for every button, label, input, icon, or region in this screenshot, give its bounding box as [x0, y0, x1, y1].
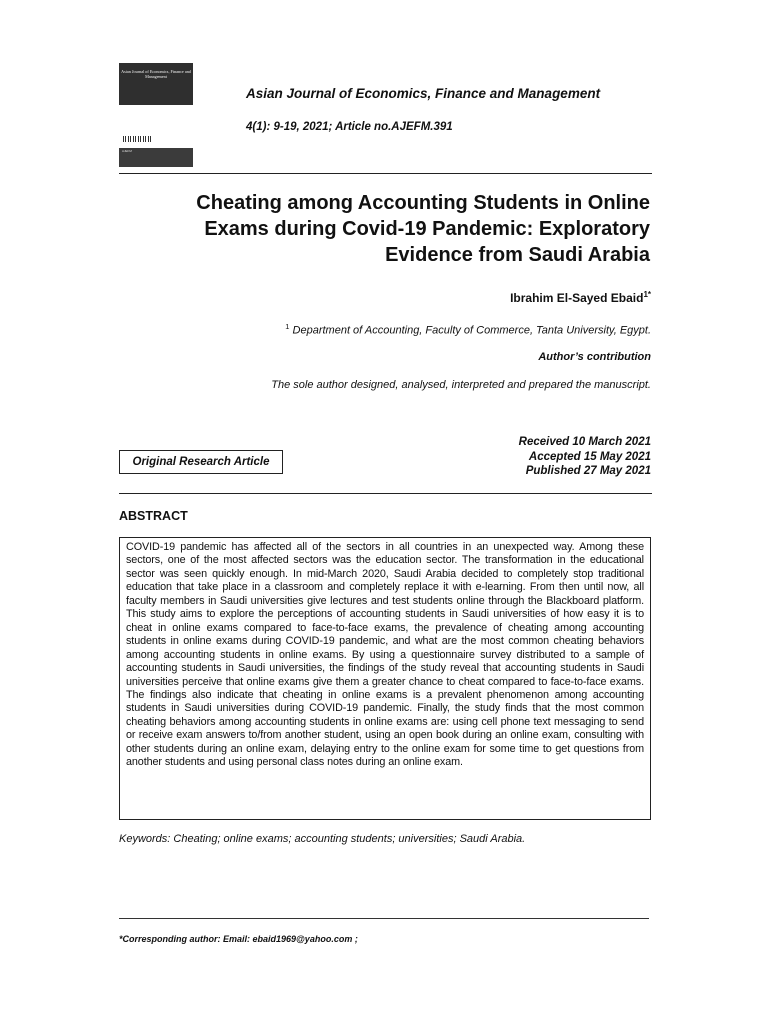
author-name-text: Ibrahim El-Sayed Ebaid — [510, 291, 644, 305]
footnote-divider — [119, 918, 649, 919]
article-title: Cheating among Accounting Students in Online Exams during Covid-19 Pandemic: Exploratory Evidence from Saudi Arabia — [196, 192, 650, 266]
section-divider — [119, 493, 652, 494]
affiliation-text: Department of Accounting, Faculty of Commerce, Tanta University, Egypt. — [292, 324, 651, 337]
publication-dates — [519, 435, 651, 479]
accepted-date: Accepted 15 May 2021 — [528, 450, 651, 463]
corresponding-author-footnote: *Corresponding author: Email: ebaid1969@yahoo.com ; — [119, 934, 358, 944]
abstract-heading: ABSTRACT — [119, 509, 188, 523]
journal-name: Asian Journal of Economics, Finance and Management — [246, 86, 601, 101]
contribution-text: The sole author designed, analysed, interpreted and prepared the manuscript. — [271, 379, 651, 391]
received-date: Received 10 March 2021 — [518, 436, 651, 448]
abstract-text: COVID-19 pandemic has affected all of the sectors in all countries in an unexpected way. Among these sectors, one of the most affected sectors was the education sector. The transformation in the educational sector was seen quickly enough. In mid-March 2020, Saudi Arabia decided to completely stop traditional education that take place in a classroom and completely replace it with e-learning. From then until now, all faculty members in Saudi universities give lectures and test students online through the Blackboard platform. This study aims to explore the perceptions of accounting students in Saudi universities of how easy it is to cheat in online exams compared to face-to-face exams, the prevalence of cheating among accounting students in online exams during COVID-19 pandemic, and what are the most common cheating behaviors among accounting students in online exams. By using a questionnaire survey distributed to a sample of accounting students in Saudi universities, the findings of the study reveal that accounting students in Saudi universities perceive that online exams give them a greater chance to cheat compared to face-to-face exams. The findings also indicate that cheating in online exams is a prevalent phenomenon among accounting students in Saudi universities during COVID-19 pandemic. Finally, the study finds that the most common cheating behaviors among accounting students in online exams are: using cell phone text messaging to send or receive exam answers to/from another student, using an open book during an online exam, consulting with other students during an online exam, delaying entry to the online exam for some time to get questions from another students and using personal class notes during an online exam. — [126, 541, 644, 769]
header-divider — [119, 173, 652, 174]
cover-title: Asian Journal of Economics, Finance and Management — [119, 63, 193, 105]
cover-footer: AJEFM — [119, 148, 193, 167]
author-name — [510, 290, 651, 305]
published-date: Published 27 May 2021 — [525, 465, 651, 477]
abstract-box — [119, 537, 651, 820]
affiliation — [285, 322, 651, 337]
journal-cover-image — [119, 63, 193, 167]
citation: 4(1): 9-19, 2021; Article no.AJEFM.391 — [246, 121, 453, 133]
contribution-heading: Author’s contribution — [538, 351, 651, 363]
keywords: Keywords: Cheating; online exams; accounting students; universities; Saudi Arabia. — [119, 833, 526, 845]
author-superscript: 1* — [643, 290, 651, 299]
barcode-icon — [123, 136, 153, 142]
affiliation-superscript: 1 — [285, 322, 290, 331]
article-type-badge: Original Research Article — [119, 450, 283, 474]
